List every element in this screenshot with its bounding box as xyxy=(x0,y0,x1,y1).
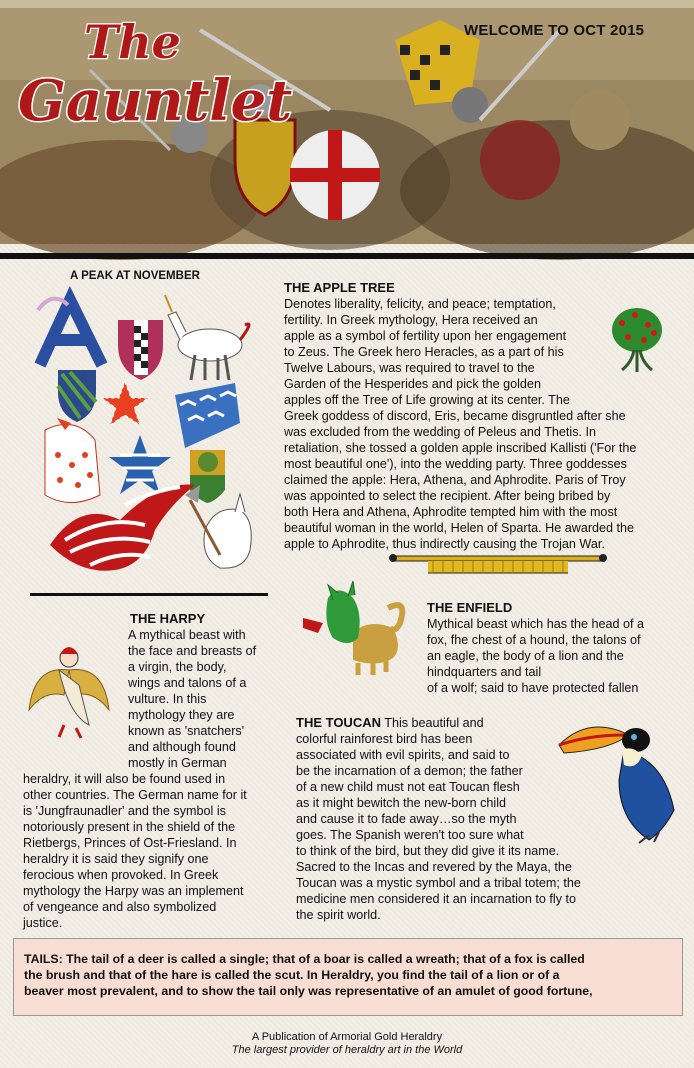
toucan-line: as it might bewitch the new-born child xyxy=(296,796,506,810)
apple-tree-line: apples off the Tree of Life growing at its center. The xyxy=(284,393,570,407)
eagles-shield-icon xyxy=(175,383,240,448)
wavy-star-icon xyxy=(109,435,171,494)
rabbit-with-axe-icon xyxy=(185,485,251,568)
apple-tree-line: retaliation, she tossed a golden apple inscribed Kallisti ('For the xyxy=(284,441,637,455)
header-banner xyxy=(0,0,694,244)
harpy-line: justice. xyxy=(23,916,63,930)
harpy-line: a virgin, the body, xyxy=(128,660,227,674)
striped-shield-icon xyxy=(58,370,96,422)
harpy-line: wings and talons of a xyxy=(128,676,247,690)
apple-tree-body-wide xyxy=(284,392,688,552)
harpy-line: other countries. The German name for it xyxy=(23,788,247,802)
harpy-line: vulture. In this xyxy=(128,692,207,706)
checkered-shield-icon xyxy=(118,320,163,380)
logo-gauntlet-text: Gauntlet xyxy=(18,68,293,134)
apple-tree-line: apple as a symbol of fertility upon her engagement xyxy=(284,329,567,343)
footer xyxy=(0,1031,694,1057)
enfield-icon xyxy=(298,578,413,678)
harpy-line: notoriously present in the shield of the xyxy=(23,820,236,834)
apple-tree-line: was excluded from the wedding of Peleus and Thetis. In xyxy=(284,425,596,439)
harpy-icon xyxy=(24,640,114,740)
harpy-line: is 'Jungfraunadler' and the symbol is xyxy=(23,804,226,818)
harpy-body-wide xyxy=(23,771,281,931)
harpy-title: THE HARPY xyxy=(130,611,206,626)
tails-line: TAILS: The tail of a deer is called a single; that of a boar is called a wreath; that of a fox is called xyxy=(24,952,585,966)
harpy-line: heraldry, it will also be found used in xyxy=(23,772,226,786)
fringe-divider-icon xyxy=(388,552,608,578)
apple-tree-line: was appointed to select the recipient. After being bribed by xyxy=(284,489,611,503)
apple-tree-line: to Zeus. The Greek hero Heracles, as a part of his xyxy=(284,345,564,359)
apple-tree-line: Greek goddess of discord, Eris, became disgruntled after she xyxy=(284,409,626,423)
harpy-line: A mythical beast with xyxy=(128,628,246,642)
tails-callout xyxy=(13,938,683,1016)
apple-tree-line: most beautiful one'), into the wedding party. Three goddesses xyxy=(284,457,627,471)
apple-tree-line: Denotes liberality, felicity, and peace; temptation, xyxy=(284,297,556,311)
toucan-icon xyxy=(554,710,684,845)
toucan-line: Toucan was a mystic symbol and a tribal totem; the xyxy=(296,876,581,890)
ermine-beast-icon xyxy=(45,418,100,503)
enfield-body xyxy=(427,616,692,696)
november-heading: A PEAK AT NOVEMBER xyxy=(70,270,200,282)
toucan-line: be the incarnation of a demon; the father xyxy=(296,764,523,778)
harpy-line: Rietbergs, Princes of Ost-Friesland. In xyxy=(23,836,237,850)
footer-publisher: A Publication of Armorial Gold Heraldry xyxy=(251,1031,443,1043)
harpy-line: heraldry it is said they signify one xyxy=(23,852,209,866)
toucan-line: goes. The Spanish weren't too sure what xyxy=(296,828,524,842)
apple-tree-title: THE APPLE TREE xyxy=(284,280,395,295)
apple-tree-body xyxy=(284,296,614,392)
enfield-title: THE ENFIELD xyxy=(427,600,513,615)
enfield-line: fox, fhe chest of a hound, the talons of xyxy=(427,633,641,647)
footer-tagline: The largest provider of heraldry art in the World xyxy=(231,1044,463,1056)
apple-tree-line: claimed the apple: Hera, Athena, and Aphrodite. Paris of Troy xyxy=(284,473,626,487)
apple-tree-line: both Hera and Athena, Aphrodite tempted him with the most xyxy=(284,505,618,519)
toucan-first-line: This beautiful and xyxy=(380,716,484,730)
harpy-line: of vengeance and also symbolized xyxy=(23,900,217,914)
toucan-line: to think of the bird, but they did give it its name. xyxy=(296,844,560,858)
apple-tree-line: Twelve Labours, was required to travel to the xyxy=(284,361,535,375)
toucan-line: medicine men considered it an incarnation to fly to xyxy=(296,892,577,906)
unicorn-icon xyxy=(165,295,249,380)
toucan-line: of a new child must not eat Toucan flesh xyxy=(296,780,520,794)
harpy-body-narrow xyxy=(128,627,278,771)
enfield-line: hindquarters and tail xyxy=(427,665,542,679)
welcome-heading: WELCOME TO OCT 2015 xyxy=(464,22,645,39)
toucan-line: the spirit world. xyxy=(296,908,381,922)
apple-tree-line: apple to Aphrodite, thus indirectly causing the Trojan War. xyxy=(284,537,605,551)
header-divider xyxy=(0,253,694,259)
toucan-line: Sacred to the Incas and revered by the Maya, the xyxy=(296,860,572,874)
harpy-line: ferocious when provoked. In Greek xyxy=(23,868,219,882)
toucan-body-wide xyxy=(296,843,686,923)
toucan-title: THE TOUCAN xyxy=(296,715,381,730)
harpy-line: known as 'snatchers' xyxy=(128,724,245,738)
letter-a-icon xyxy=(38,299,102,365)
tails-line: the brush and that of the hare is called the scut. In Heraldry, you find the tail of a lion or of a xyxy=(24,968,560,982)
toucan-line: colorful rainforest bird has been xyxy=(296,732,473,746)
harpy-line: mostly in German xyxy=(128,756,227,770)
toucan-line: and cause it to fade away…so the myth xyxy=(296,812,517,826)
left-column-divider xyxy=(30,593,268,596)
apple-tree-line: Garden of the Hesperides and pick the golden xyxy=(284,377,541,391)
toucan-line: associated with evil spirits, and said to xyxy=(296,748,510,762)
enfield-line: of a wolf; said to have protected fallen xyxy=(427,681,639,695)
tails-line: beaver most prevalent, and to show the tail only was representative of an amulet of good fortune, xyxy=(24,984,593,998)
harpy-line: mythology the Harpy was an implement xyxy=(23,884,244,898)
toucan-body-narrow xyxy=(296,715,556,843)
checkered-star-icon xyxy=(102,382,148,425)
harpy-line: the face and breasts of xyxy=(128,644,257,658)
harpy-line: mythology they are xyxy=(128,708,235,722)
enfield-line: Mythical beast which has the head of a xyxy=(427,617,645,631)
gauntlet-logo xyxy=(14,8,293,138)
apple-tree-icon xyxy=(610,305,665,377)
apple-tree-line: beautiful woman in the world, Helen of Sparta. He awarded the xyxy=(284,521,635,535)
heraldry-collage-image xyxy=(30,290,270,585)
logo-the-text: The xyxy=(84,15,181,69)
enfield-line: an eagle, the body of a lion and the xyxy=(427,649,624,663)
apple-tree-line: fertility. In Greek mythology, Hera received an xyxy=(284,313,538,327)
harpy-line: and although found xyxy=(128,740,236,754)
